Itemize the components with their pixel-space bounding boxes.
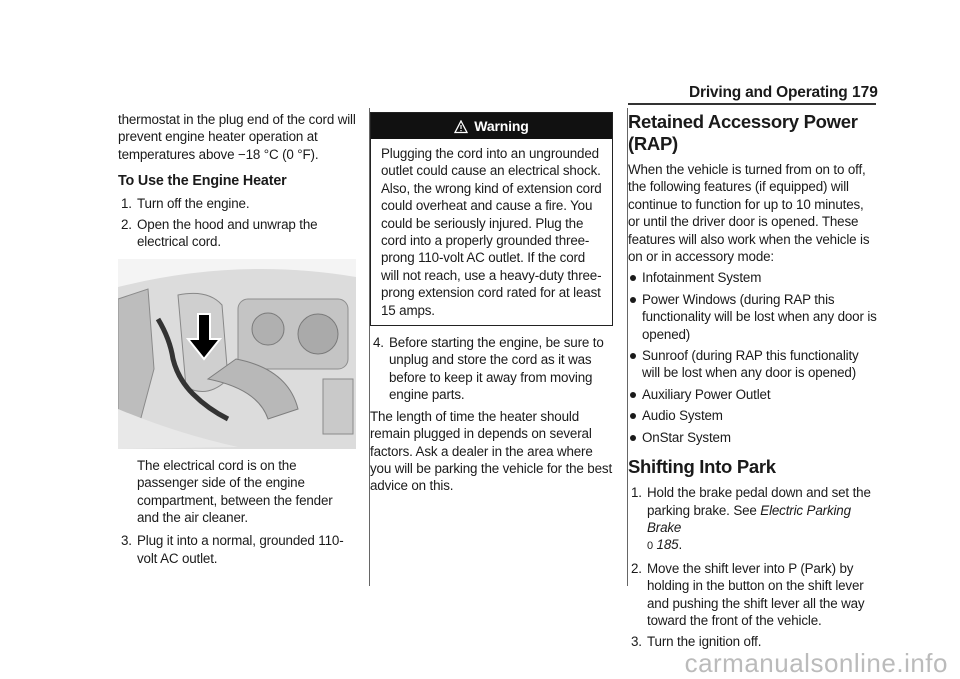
warning-icon (454, 120, 468, 134)
step-item (370, 334, 613, 404)
rap-intro: When the vehicle is turned from on to off, the following features (if equipped) will continue to function for up to 10 minutes, or until the driver door is opened. These features will also work when the vehicle is on or in accessory mode: (628, 162, 870, 265)
step-number: 1. (121, 195, 132, 211)
warning-text: Plugging the cord into an ungrounded outlet could cause an electrical shock. Also, the wrong kind of extension cord could overheat and cause a fire. You could be seriously injured. Plug the cord into a properly grounded three-prong 110-volt AC outlet. If the cord will not reach, use a heavy-duty three-prong extension cord rated for at least 15 amps. (381, 146, 602, 318)
cross-reference-link[interactable]: Electric Parking Brake (647, 502, 851, 535)
engine-compartment-illustration (118, 259, 356, 449)
step-number: 4. (373, 335, 384, 351)
step-text: Move the shift lever into P (Park) by holding in the button on the shift lever and pushing the shift lever all the way toward the front of the vehicle. (647, 560, 865, 628)
step-text: Turn the ignition off. (647, 634, 762, 650)
page-reference-arrow: 0 (647, 540, 653, 553)
intro-paragraph: thermostat in the plug end of the cord will prevent engine heater operation at temperatures above −18 °C (0 °F). (118, 112, 356, 162)
step-number: 3. (631, 634, 642, 650)
page-number: 179 (852, 84, 878, 101)
header-rule (628, 103, 876, 105)
running-header-title: Driving and Operating (689, 84, 848, 101)
step-item (118, 532, 358, 567)
heater-steps-continued (118, 532, 358, 567)
step-number: 2. (121, 217, 132, 233)
cross-reference-page[interactable]: 185 (656, 537, 679, 553)
step-text: Open the hood and unwrap the electrical cord. (137, 217, 318, 250)
warning-title-bar (371, 113, 612, 139)
step-item (118, 216, 358, 251)
column-2 (370, 112, 613, 495)
list-item: Infotainment System (628, 269, 878, 286)
step-item (628, 484, 878, 556)
heater-duration-paragraph: The length of time the heater should remain plugged in depends on several factors. Ask a dealer in the area where you will be parking the vehicle for the best advice on this. (370, 408, 613, 494)
step-text-end: . (678, 537, 683, 553)
step-text: Plug it into a normal, grounded 110-volt AC outlet. (137, 533, 344, 566)
step-text: Hold the brake pedal down and set the parking brake. See (647, 485, 871, 518)
park-steps (628, 484, 878, 651)
list-item: OnStar System (628, 429, 878, 446)
heater-steps-continued-2 (370, 334, 613, 404)
column-3 (628, 111, 878, 655)
step-item (628, 560, 878, 630)
heater-steps (118, 195, 358, 251)
column-1 (118, 111, 358, 571)
figure-note: The electrical cord is on the passenger side of the engine compartment, between the fender and the air cleaner. (137, 457, 333, 526)
section-heading-engine-heater: To Use the Engine Heater (118, 173, 287, 190)
rap-feature-list (628, 269, 878, 446)
warning-box (370, 112, 613, 326)
warning-title: Warning (474, 118, 529, 134)
list-item: Audio System (628, 407, 878, 424)
section-heading-rap: Retained Accessory Power (RAP) (628, 111, 858, 154)
step-number: 3. (121, 533, 132, 549)
step-number: 2. (631, 560, 642, 576)
watermark: carmanualsonline.info (684, 648, 948, 678)
section-heading-park: Shifting Into Park (628, 456, 776, 478)
list-item: Auxiliary Power Outlet (628, 386, 878, 403)
step-text: Turn off the engine. (137, 195, 250, 211)
step-text: Before starting the engine, be sure to unplug and store the cord as it was before to keep it away from moving engine parts. (389, 335, 604, 403)
step-number: 1. (631, 485, 642, 501)
list-item: Sunroof (during RAP this functionality will be lost when any door is opened) (628, 347, 878, 382)
list-item: Power Windows (during RAP this functionality will be lost when any door is opened) (628, 291, 878, 343)
step-item (118, 195, 358, 212)
